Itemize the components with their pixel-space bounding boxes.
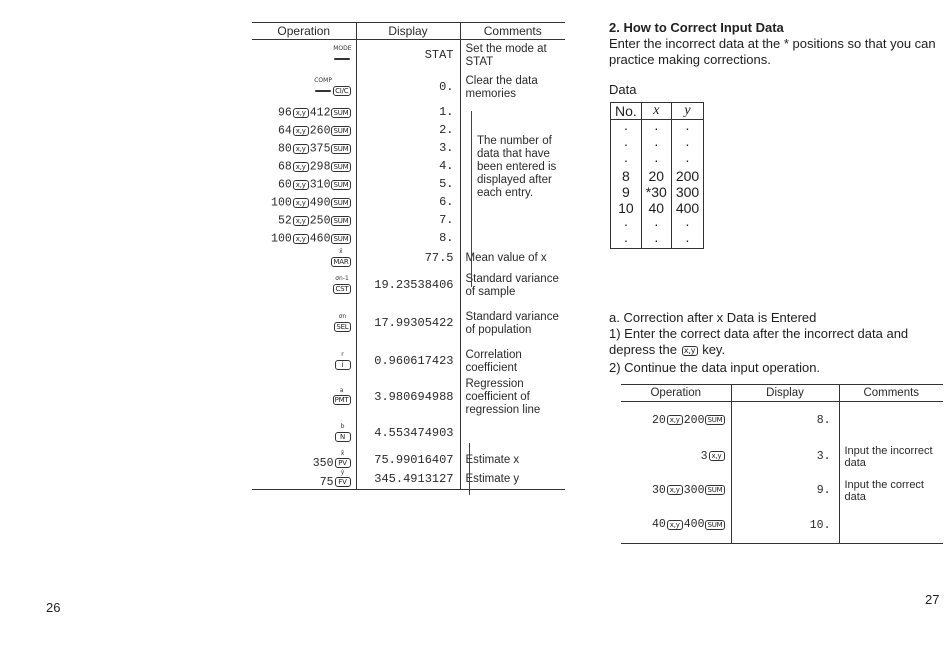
key-icon: MAR bbox=[333, 257, 349, 266]
comment-cell: Standard variance of population bbox=[465, 310, 559, 336]
xy-key-icon: x,y bbox=[709, 451, 725, 461]
data-label: Data bbox=[609, 82, 637, 97]
column-header-operation: Operation bbox=[252, 23, 356, 40]
calculator-key bbox=[330, 178, 351, 191]
key-icon: x,y bbox=[293, 126, 309, 136]
operation-cell bbox=[252, 230, 356, 248]
display-cell: 5. bbox=[356, 176, 460, 194]
display-cell: 4. bbox=[356, 158, 460, 176]
table-row bbox=[252, 230, 565, 248]
operation-cell bbox=[252, 346, 356, 378]
data-cell: · bbox=[611, 152, 642, 168]
key-secondary-label: COMP bbox=[314, 77, 332, 84]
operation-number: 64 bbox=[277, 124, 292, 138]
operation-number: 30 bbox=[651, 483, 666, 497]
section-a-heading: a. Correction after x Data is Entered bbox=[609, 310, 817, 325]
operation-cell bbox=[252, 40, 356, 72]
key-secondary-label: r bbox=[341, 351, 344, 358]
table-row bbox=[252, 470, 565, 490]
key-icon bbox=[315, 90, 331, 92]
key-icon: x,y bbox=[293, 108, 309, 118]
data-row bbox=[611, 152, 704, 168]
right-page bbox=[575, 0, 950, 667]
data-row bbox=[611, 120, 704, 137]
step-1-text: 1) Enter the correct data after the incorrect data and depress the bbox=[609, 326, 909, 357]
calculator-key bbox=[334, 470, 352, 489]
calculator-key bbox=[292, 196, 310, 209]
key-icon: SUM bbox=[333, 126, 349, 135]
operation-cell bbox=[252, 451, 356, 470]
table-row bbox=[621, 440, 943, 474]
operation-cell bbox=[252, 72, 356, 104]
data-cell: 8 bbox=[611, 168, 642, 184]
table-row bbox=[252, 346, 565, 378]
data-cell: · bbox=[641, 216, 671, 232]
data-cell: · bbox=[611, 232, 642, 249]
column-header-comments: Comments bbox=[460, 23, 565, 40]
entry-note: The number of data that have been entered is displayed after each entry. bbox=[477, 135, 557, 199]
operation-cell bbox=[252, 104, 356, 122]
operation-cell bbox=[252, 270, 356, 302]
operation-cell bbox=[252, 176, 356, 194]
page-number-right: 27 bbox=[925, 592, 940, 607]
operation-cell bbox=[252, 140, 356, 158]
operation-number: 60 bbox=[277, 178, 292, 192]
data-cell: · bbox=[671, 120, 703, 137]
key-icon: CI/C bbox=[335, 86, 349, 95]
table-row bbox=[621, 402, 943, 440]
key-icon: PV bbox=[335, 458, 351, 468]
calculator-key bbox=[330, 249, 351, 268]
data-row bbox=[611, 200, 704, 216]
data-cell: 9 bbox=[611, 184, 642, 200]
key-secondary-label: σn-1 bbox=[335, 275, 349, 282]
sum-key-icon: SUM bbox=[707, 520, 723, 529]
calculator-key bbox=[292, 124, 310, 137]
statistics-operation-table bbox=[252, 22, 565, 490]
operation-cell bbox=[252, 302, 356, 346]
operation-number: 80 bbox=[277, 142, 292, 156]
comment-cell: Clear the data memories bbox=[465, 74, 538, 100]
operation-cell bbox=[621, 402, 731, 440]
calculator-key bbox=[292, 214, 310, 227]
data-row bbox=[611, 168, 704, 184]
comment-cell: Estimate y bbox=[460, 470, 565, 490]
calculator-key bbox=[332, 276, 351, 295]
key-icon: SEL bbox=[336, 322, 349, 331]
comment-cell bbox=[839, 402, 943, 440]
operation-number: 310 bbox=[309, 178, 331, 192]
table-row bbox=[621, 508, 943, 544]
calculator-key bbox=[334, 424, 352, 443]
display-cell: 0.960617423 bbox=[356, 346, 460, 378]
operation-number: 375 bbox=[309, 142, 331, 156]
operation-cell bbox=[621, 440, 731, 474]
data-cell: 40 bbox=[641, 200, 671, 216]
table-row bbox=[252, 40, 565, 72]
comment-cell: Input the correct data bbox=[844, 478, 924, 503]
operation-number: 200 bbox=[683, 413, 705, 427]
operation-number: 100 bbox=[271, 232, 292, 246]
key-icon: FV bbox=[335, 477, 351, 487]
key-icon: x,y bbox=[293, 234, 309, 244]
operation-cell bbox=[252, 194, 356, 212]
comment-cell bbox=[460, 104, 565, 122]
display-cell: 9. bbox=[731, 474, 839, 508]
comment-cell: Set the mode at STAT bbox=[465, 42, 547, 68]
data-cell: · bbox=[641, 232, 671, 249]
table-row bbox=[252, 302, 565, 346]
key-icon: x,y bbox=[293, 162, 309, 172]
operation-number: 52 bbox=[277, 214, 292, 228]
calculator-key bbox=[292, 160, 310, 173]
operation-number: 20 bbox=[651, 413, 666, 427]
data-cell: *30 bbox=[641, 184, 671, 200]
data-row bbox=[611, 232, 704, 249]
operation-number: 260 bbox=[309, 124, 331, 138]
calculator-key bbox=[332, 84, 351, 97]
operation-number: 100 bbox=[271, 196, 292, 210]
key-icon: x,y bbox=[293, 198, 309, 208]
data-cell: 20 bbox=[641, 168, 671, 184]
data-cell: · bbox=[611, 120, 642, 137]
calculator-key bbox=[330, 196, 351, 209]
display-cell: 75.99016407 bbox=[356, 451, 460, 470]
key-icon: x,y bbox=[293, 180, 309, 190]
operation-number: 75 bbox=[319, 475, 334, 489]
key-secondary-label: x̂ bbox=[340, 449, 345, 457]
data-row bbox=[611, 136, 704, 152]
calculator-key bbox=[330, 142, 351, 155]
table-row bbox=[252, 270, 565, 302]
operation-cell bbox=[252, 378, 356, 417]
operation-number: 3 bbox=[700, 449, 708, 463]
corr-header-operation: Operation bbox=[621, 385, 731, 402]
comment-cell bbox=[460, 417, 565, 451]
calculator-key bbox=[330, 160, 351, 173]
display-cell: 3. bbox=[731, 440, 839, 474]
calculator-key bbox=[330, 214, 351, 227]
table-row bbox=[252, 417, 565, 451]
key-icon: PMT bbox=[334, 396, 349, 405]
comment-cell bbox=[460, 230, 565, 248]
key-secondary-label: σn bbox=[338, 313, 347, 320]
display-cell: 2. bbox=[356, 122, 460, 140]
sum-key-icon: SUM bbox=[707, 486, 723, 495]
operation-number: 350 bbox=[312, 456, 334, 470]
operation-cell bbox=[621, 508, 731, 544]
key-secondary-label: x̄ bbox=[339, 248, 343, 255]
table-row bbox=[252, 248, 565, 270]
operation-number: 298 bbox=[309, 160, 331, 174]
xy-key-icon: x,y bbox=[667, 520, 683, 530]
step-1-suffix: key. bbox=[702, 342, 726, 357]
calculator-key bbox=[330, 106, 351, 119]
table-row bbox=[252, 212, 565, 230]
operation-number: 400 bbox=[683, 518, 705, 532]
key-secondary-label: MODE bbox=[333, 45, 352, 53]
operation-number: 490 bbox=[309, 196, 331, 210]
display-cell: 345.4913127 bbox=[356, 470, 460, 490]
xy-key-icon: x,y bbox=[682, 346, 698, 356]
correction-operation-table bbox=[621, 384, 943, 544]
calculator-key bbox=[333, 46, 351, 65]
data-cell: · bbox=[641, 152, 671, 168]
display-cell: 6. bbox=[356, 194, 460, 212]
key-icon: CST bbox=[335, 284, 349, 293]
data-col-no: No. bbox=[611, 103, 642, 120]
calculator-key bbox=[292, 178, 310, 191]
data-cell: · bbox=[611, 136, 642, 152]
key-icon: SUM bbox=[333, 198, 349, 207]
calculator-key bbox=[332, 388, 352, 407]
key-icon: SUM bbox=[333, 180, 349, 189]
data-cell: · bbox=[641, 136, 671, 152]
calculator-key bbox=[333, 314, 351, 333]
operation-cell bbox=[621, 474, 731, 508]
xy-key-icon: x,y bbox=[667, 415, 683, 425]
data-col-x: x bbox=[641, 103, 671, 120]
comment-cell: Standard variance of sample bbox=[465, 272, 559, 298]
comment-cell: Correlation coefficient bbox=[465, 348, 522, 374]
data-col-y: y bbox=[671, 103, 703, 120]
key-icon: i bbox=[335, 360, 351, 370]
display-cell: STAT bbox=[356, 40, 460, 72]
corr-header-comments: Comments bbox=[839, 385, 943, 402]
calculator-key bbox=[292, 232, 310, 245]
comment-cell bbox=[839, 508, 943, 544]
data-cell: · bbox=[671, 136, 703, 152]
calculator-key bbox=[334, 352, 352, 371]
display-cell: 3.980694988 bbox=[356, 378, 460, 417]
data-cell: 400 bbox=[671, 200, 703, 216]
key-secondary-label: ŷ bbox=[340, 468, 345, 476]
comment-cell bbox=[460, 212, 565, 230]
calculator-key bbox=[330, 232, 351, 245]
entry-bracket bbox=[471, 111, 472, 287]
table-row bbox=[621, 474, 943, 508]
data-table bbox=[610, 102, 704, 249]
operation-number: 300 bbox=[683, 483, 705, 497]
display-cell: 8. bbox=[356, 230, 460, 248]
display-cell: 17.99305422 bbox=[356, 302, 460, 346]
key-icon: SUM bbox=[333, 234, 349, 243]
section-heading: 2. How to Correct Input Data bbox=[609, 20, 784, 35]
calculator-key bbox=[292, 106, 310, 119]
sum-key-icon: SUM bbox=[707, 416, 723, 425]
table-row bbox=[252, 72, 565, 104]
calculator-key bbox=[292, 142, 310, 155]
key-icon: x,y bbox=[293, 144, 309, 154]
display-cell: 7. bbox=[356, 212, 460, 230]
calculator-key bbox=[334, 451, 352, 470]
key-icon: SUM bbox=[333, 144, 349, 153]
data-cell: · bbox=[671, 152, 703, 168]
comment-cell: Estimate x bbox=[465, 453, 520, 466]
operation-number: 40 bbox=[651, 518, 666, 532]
operation-number: 250 bbox=[309, 214, 331, 228]
operation-number: 68 bbox=[277, 160, 292, 174]
operation-number: 412 bbox=[309, 106, 331, 120]
data-cell: · bbox=[641, 120, 671, 137]
column-header-display: Display bbox=[356, 23, 460, 40]
key-secondary-label: a bbox=[339, 386, 344, 394]
operation-cell bbox=[252, 122, 356, 140]
intro-text: Enter the incorrect data at the * positions so that you can practice making corrections. bbox=[609, 36, 936, 67]
calculator-key bbox=[330, 124, 351, 137]
page-number-left: 26 bbox=[46, 600, 61, 615]
data-cell: 300 bbox=[671, 184, 703, 200]
display-cell: 8. bbox=[731, 402, 839, 440]
key-secondary-label: b bbox=[340, 423, 345, 430]
step-1 bbox=[609, 326, 944, 358]
operation-number: 460 bbox=[309, 232, 331, 246]
comment-cell: Mean value of x bbox=[465, 252, 547, 264]
display-cell: 77.5 bbox=[356, 248, 460, 270]
display-cell: 10. bbox=[731, 508, 839, 544]
operation-cell bbox=[252, 212, 356, 230]
operation-cell bbox=[252, 470, 356, 490]
calculator-key bbox=[314, 78, 332, 97]
comment-cell: Input the incorrect data bbox=[844, 444, 933, 469]
table-row bbox=[252, 451, 565, 470]
display-cell: 3. bbox=[356, 140, 460, 158]
table-row bbox=[252, 104, 565, 122]
operation-cell bbox=[252, 158, 356, 176]
data-cell: · bbox=[611, 216, 642, 232]
display-cell: 1. bbox=[356, 104, 460, 122]
display-cell: 4.553474903 bbox=[356, 417, 460, 451]
data-cell: · bbox=[671, 232, 703, 249]
key-icon: N bbox=[335, 432, 351, 442]
key-icon: SUM bbox=[333, 108, 349, 117]
comment-cell: Regression coefficient of regression line bbox=[465, 377, 541, 416]
xy-key-icon: x,y bbox=[667, 485, 683, 495]
display-cell: 0. bbox=[356, 72, 460, 104]
key-icon: x,y bbox=[293, 216, 309, 226]
data-cell: 10 bbox=[611, 200, 642, 216]
key-icon bbox=[334, 58, 350, 60]
display-cell: 19.23538406 bbox=[356, 270, 460, 302]
key-icon: SUM bbox=[333, 162, 349, 171]
operation-cell bbox=[252, 417, 356, 451]
key-icon: SUM bbox=[333, 216, 349, 225]
operation-number: 96 bbox=[277, 106, 292, 120]
table-row bbox=[252, 378, 565, 417]
data-cell: · bbox=[671, 216, 703, 232]
data-cell: 200 bbox=[671, 168, 703, 184]
corr-header-display: Display bbox=[731, 385, 839, 402]
operation-cell bbox=[252, 248, 356, 270]
regression-bracket bbox=[469, 443, 470, 495]
data-row bbox=[611, 216, 704, 232]
step-2: 2) Continue the data input operation. bbox=[609, 360, 821, 375]
data-row bbox=[611, 184, 704, 200]
